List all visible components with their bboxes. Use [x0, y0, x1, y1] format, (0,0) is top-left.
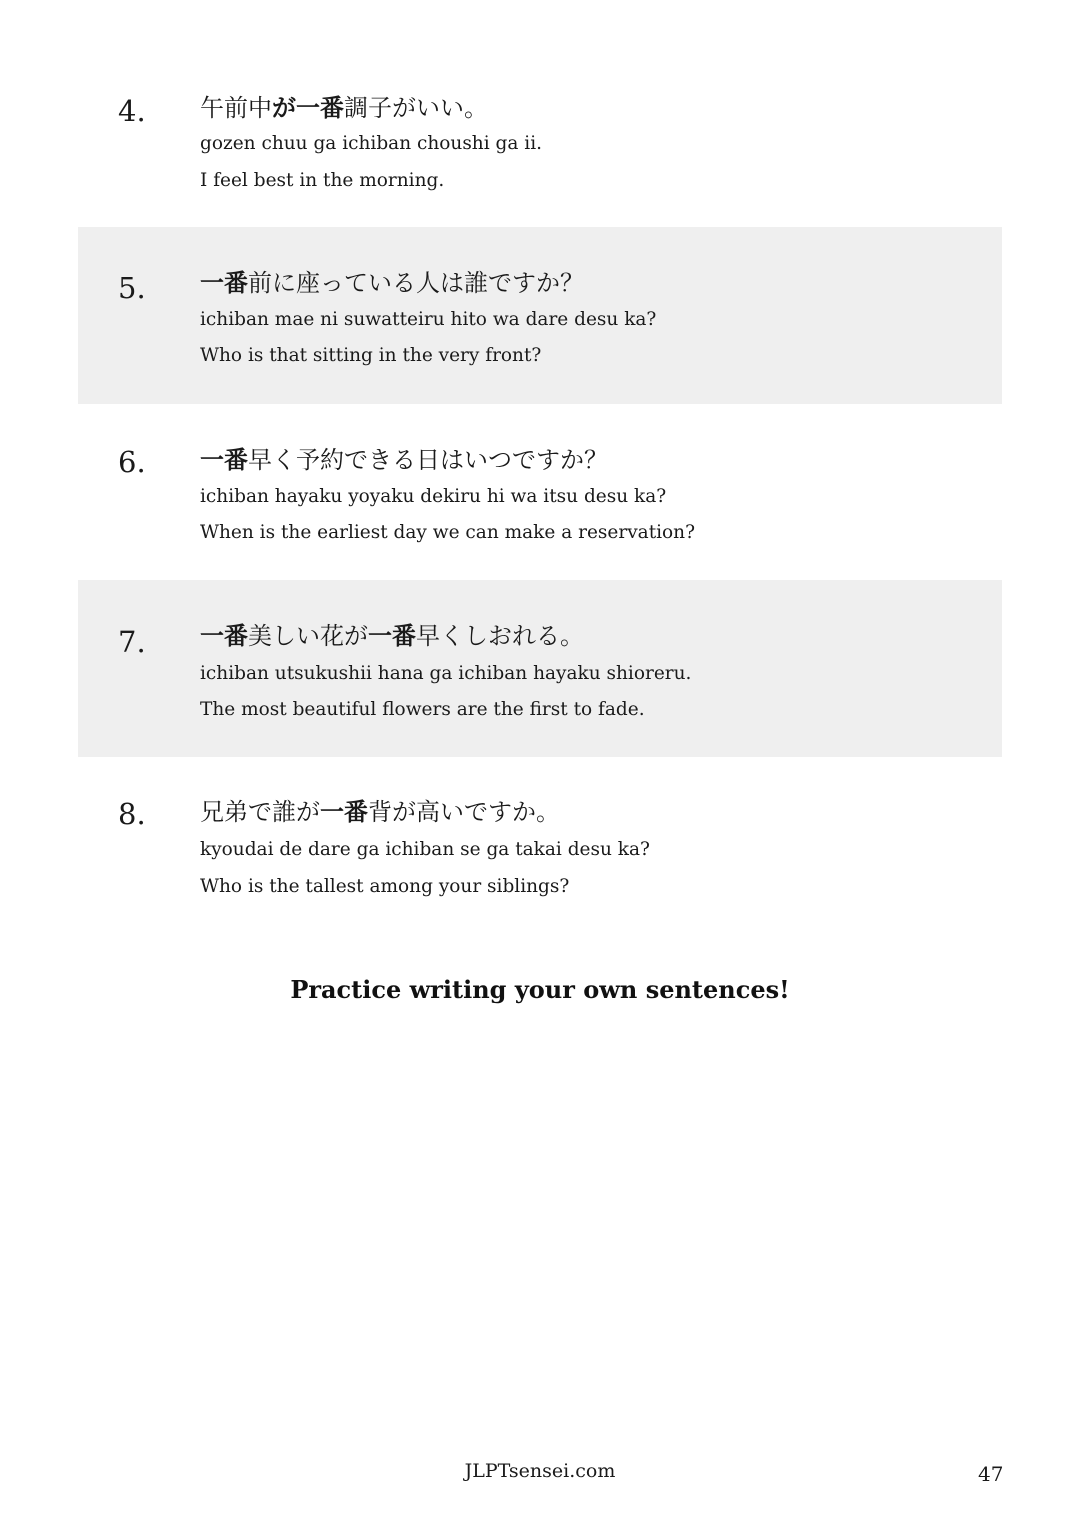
english-translation: The most beautiful flowers are the first to fade.	[200, 699, 645, 720]
romaji-reading: ichiban mae ni suwatteiru hito wa dare desu ka?	[200, 309, 657, 330]
footer-site-name: JLPTsensei.com	[464, 1460, 616, 1482]
japanese-sentence: 一番早く予約できる日はいつですか？	[200, 446, 608, 474]
example-number: 6.	[118, 445, 146, 479]
example-number: 5.	[118, 271, 146, 305]
romaji-reading: ichiban hayaku yoyaku dekiru hi wa itsu desu ka?	[200, 486, 667, 507]
example-8	[78, 757, 1002, 927]
example-number: 7.	[118, 625, 146, 659]
example-5	[78, 227, 1002, 404]
japanese-sentence: 一番美しい花が一番早くしおれる。	[200, 622, 584, 650]
example-7	[78, 580, 1002, 757]
practice-prompt: Practice writing your own sentences!	[290, 975, 790, 1004]
english-translation: Who is that sitting in the very front?	[200, 345, 542, 366]
japanese-sentence: 兄弟で誰が一番背が高いですか。	[200, 798, 560, 826]
english-translation: Who is the tallest among your siblings?	[200, 876, 570, 897]
japanese-sentence: 一番前に座っている人は誰ですか？	[200, 269, 584, 297]
english-translation: When is the earliest day we can make a reservation?	[200, 522, 696, 543]
romaji-reading: gozen chuu ga ichiban choushi ga ii.	[200, 133, 542, 154]
example-4	[78, 76, 1002, 226]
english-translation: I feel best in the morning.	[200, 170, 445, 191]
page-number: 47	[978, 1462, 1004, 1486]
romaji-reading: kyoudai de dare ga ichiban se ga takai desu ka?	[200, 839, 650, 860]
example-6	[78, 404, 1002, 580]
romaji-reading: ichiban utsukushii hana ga ichiban hayaku shioreru.	[200, 663, 692, 684]
japanese-sentence: 午前中が一番調子がいい。	[200, 94, 488, 122]
example-number: 4.	[118, 94, 146, 128]
example-number: 8.	[118, 797, 146, 831]
